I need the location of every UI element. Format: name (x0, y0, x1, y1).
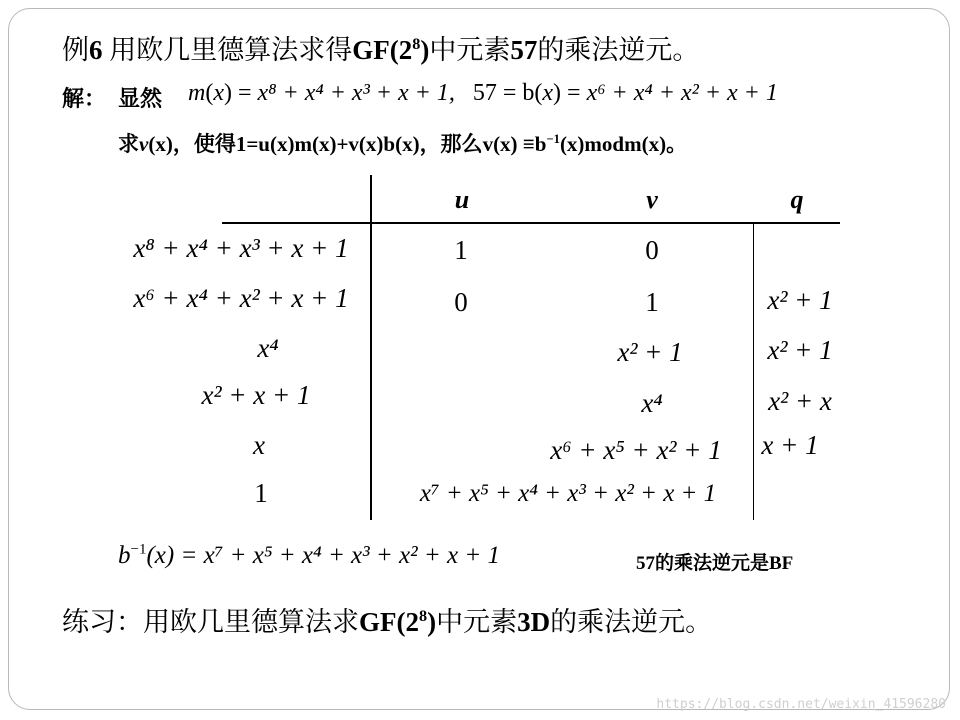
table-vertical-divider (370, 175, 372, 520)
goal-statement: 求v(x)，使得1=u(x)m(x)+v(x)b(x)，那么$v(x) \equiv b^{-1}(x)modm(x)$。 (118, 132, 688, 156)
v-1: 1 (645, 287, 659, 317)
v-2: x² + 1 (617, 337, 683, 367)
definition-equation: m(x) = x⁸ + x⁴ + x³ + x + 1, 57 = b(x) = x⁶ + x⁴ + x² + x + 1 (188, 80, 778, 106)
v-3: x⁴ (641, 388, 663, 418)
remainder-1: x⁶ + x⁴ + x² + x + 1 (133, 283, 349, 313)
remainder-0: x⁸ + x⁴ + x³ + x + 1 (133, 233, 349, 263)
inverse-result: $b^{-1}(x) = x^7 + x^5 + x^4 + x^3 + x^2 + x + 1$ (118, 541, 500, 569)
remainder-3: x² + x + 1 (201, 380, 311, 410)
practice-exercise: 练习：用欧几里德算法求$GF(2^8)$中元素3D的乘法逆元。 (62, 607, 713, 637)
table-header-rule (222, 222, 840, 224)
slide-title: 例6 用欧几里德算法求得$GF(2^8)$中元素57的乘法逆元。 (62, 35, 700, 65)
q-2: x² + x (768, 386, 832, 416)
v-4: x⁶ + x⁵ + x² + 1 (550, 435, 722, 465)
solution-label: 解： (62, 86, 107, 111)
header-u: u (454, 185, 470, 214)
watermark: https://blog.csdn.net/weixin_41596280 (656, 697, 946, 712)
header-v: v (646, 185, 658, 214)
v-5: x⁷ + x⁵ + x⁴ + x³ + x² + x + 1 (419, 480, 717, 507)
v-0: 0 (645, 235, 659, 265)
inverse-note: 57的乘法逆元是BF (636, 553, 794, 574)
remainder-4: x (253, 430, 265, 460)
q-1: x² + 1 (767, 335, 833, 365)
u-0: 1 (454, 235, 468, 265)
u-1: 0 (454, 287, 468, 317)
header-q: q (790, 185, 804, 214)
table-q-divider (753, 222, 754, 520)
q-0: x² + 1 (767, 285, 833, 315)
obviously-label: 显然 (118, 86, 163, 111)
remainder-5: 1 (254, 478, 268, 508)
q-3: x + 1 (761, 430, 819, 460)
remainder-2: x⁴ (257, 333, 279, 363)
